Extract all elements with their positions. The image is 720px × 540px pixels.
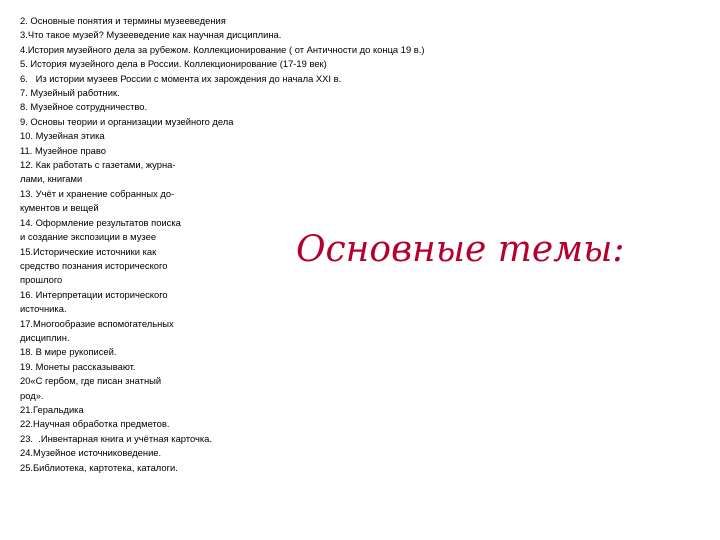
topic-line: 22.Научная обработка предметов. (20, 418, 170, 430)
topic-line: 25.Библиотека, картотека, каталоги. (20, 461, 178, 473)
topic-line: 5. История музейного дела в России. Коллекционирование (17-19 век) (20, 58, 327, 70)
topic-line: 9. Основы теории и организации музейного дела (20, 115, 234, 127)
topic-line: 23. .Инвентарная книга и учётная карточка. (20, 432, 212, 444)
topic-line: 14. Оформление результатов поиска (20, 216, 181, 228)
topic-line: 16. Интерпретации исторического (20, 288, 168, 300)
topic-line: 18. В мире рукописей. (20, 346, 117, 358)
topic-line: 8. Музейное сотрудничество. (20, 101, 148, 113)
topic-line: средство познания исторического (20, 259, 168, 271)
topic-line: 7. Музейный работник. (20, 87, 120, 99)
topic-line: 3.Что такое музей? Музееведение как научная дисциплина. (20, 29, 282, 41)
topic-line: 12. Как работать с газетами, журна- (20, 159, 176, 171)
topic-line: 17.Многообразие вспомогательных (20, 317, 174, 329)
topic-line: кументов и вещей (20, 202, 99, 214)
topic-line: род». (20, 389, 44, 401)
topic-line: 24.Музейное источниковедение. (20, 447, 162, 459)
topic-line: 19. Монеты рассказывают. (20, 360, 136, 372)
topic-line: дисциплин. (20, 331, 70, 343)
slide-title: Основные темы: (296, 229, 625, 270)
topic-line: 15.Исторические источники как (20, 245, 157, 257)
topic-line: 21.Геральдика (20, 403, 84, 415)
topic-line: 11. Музейное право (20, 144, 106, 156)
topic-line: 10. Музейная этика (20, 130, 105, 142)
topic-line: 20«С гербом, где писан знатный (20, 375, 162, 387)
topic-line: 6. Из истории музеев России с момента их зарождения до начала XXI в. (20, 72, 342, 84)
topic-line: 4.История музейного дела за рубежом. Коллекционирование ( от Античности до конца 19 в.) (20, 43, 425, 55)
topic-line: 13. Учёт и хранение собранных до- (20, 187, 175, 199)
topic-line: источника. (20, 303, 67, 315)
topic-line: лами, книгами (20, 173, 83, 185)
topic-line: 2. Основные понятия и термины музееведения (20, 15, 226, 26)
topic-line: прошлого (20, 274, 63, 286)
topic-line: и создание экспозиции в музее (20, 231, 157, 243)
